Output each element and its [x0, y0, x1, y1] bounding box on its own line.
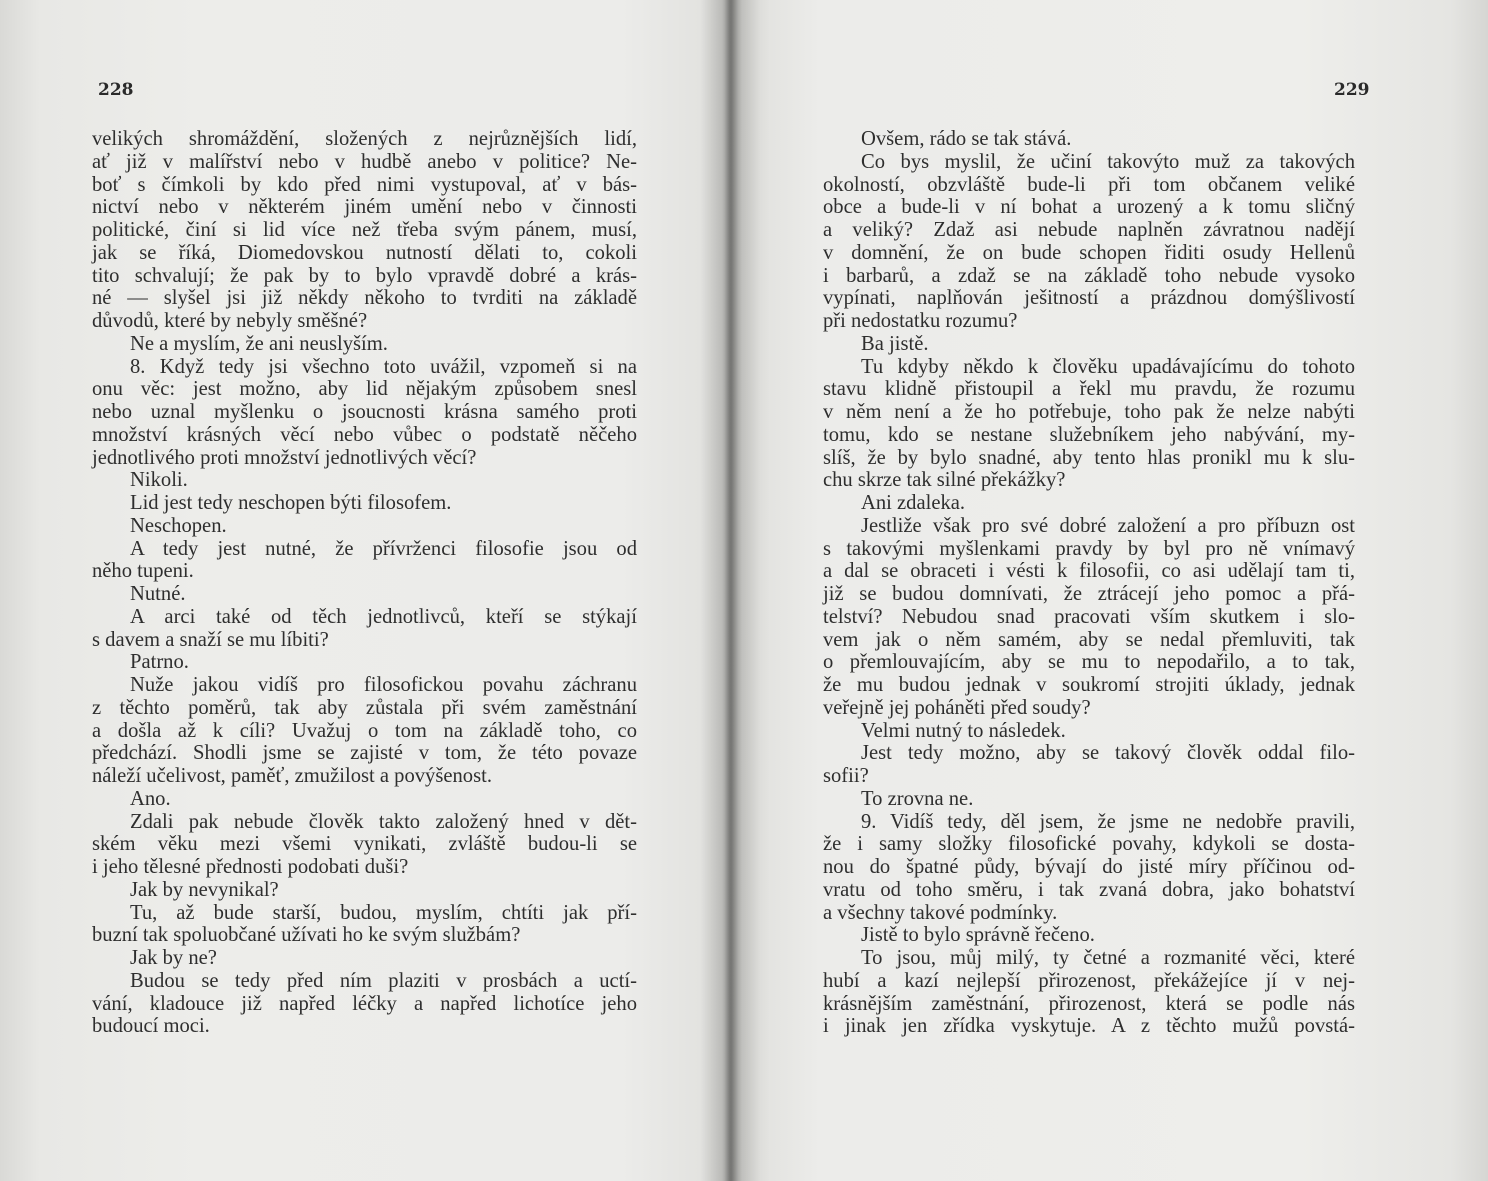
text-line: tito schvalují; že pak by to bylo vpravdě dobré a krás- — [92, 264, 637, 287]
text-line: A tedy jest nutné, že přívrženci filosofie jsou od — [130, 537, 637, 560]
text-line: Neschopen. — [130, 514, 227, 537]
text-line: vypínati, naplňován ješitností a prázdnou domýšlivostí — [823, 287, 1355, 310]
text-line: hubí a kazí nejlepší přirozenost, překážejíce jí v nej- — [823, 969, 1355, 992]
text-line: telství? Nebudou snad pracovati vším skutkem i slo- — [823, 605, 1355, 628]
text-line: Ba jistě. — [861, 332, 929, 355]
text-line: boť s čímkoli by kdo před nimi vystupoval, ať v bás- — [92, 173, 637, 196]
text-line: Jest tedy možno, aby se takový člověk oddal filo- — [861, 742, 1355, 765]
text-line: obce a bude-li v ní bohat a urozený a k tomu sličný — [823, 196, 1355, 219]
right-page — [740, 0, 1488, 1181]
text-line: Ano. — [130, 787, 171, 810]
text-line: jednotlivého proti množství jednotlivých věcí? — [92, 446, 477, 469]
left-page-number: 228 — [98, 80, 134, 100]
text-line: né — slyšel jsi již někdy někoho to tvrditi na základě — [92, 287, 637, 310]
left-page — [0, 0, 720, 1181]
text-line: Jistě to bylo správně řečeno. — [861, 924, 1095, 947]
text-line: ať již v malířství nebo v hudbě anebo v politice? Ne- — [92, 150, 637, 173]
text-line: Zdali pak nebude člověk takto založený hned v dět- — [130, 810, 637, 833]
text-line: Budou se tedy před ním plaziti v prosbách a uctí- — [130, 969, 637, 992]
text-line: Ovšem, rádo se tak stává. — [861, 128, 1072, 150]
text-line: o přemlouvajícím, aby se mu to nepodařilo, a to tak, — [823, 651, 1355, 674]
text-line: nebo uznal myšlenku o jsoucnosti krásna samého proti — [92, 401, 637, 423]
text-line: Velmi nutný to následek. — [861, 719, 1066, 742]
text-line: předchází. Shodli jsme se zajisté v tom, že této povaze — [92, 742, 637, 765]
text-line: chu skrze tak silné překážky? — [823, 469, 1066, 492]
text-line: politické, činí si lid více než třeba svým pánem, musí, — [92, 219, 637, 241]
text-line: velikých shromáždění, složených z nejrůznějších lidí, — [92, 128, 637, 150]
left-page-text — [92, 128, 637, 1038]
text-line: Nuže jakou vidíš pro filosofickou povahu záchranu — [130, 674, 637, 696]
text-line: Nikoli. — [130, 469, 188, 492]
text-line: vratu od toho směru, i tak zvaná dobra, jako bohatství — [823, 878, 1355, 901]
text-line: že i samy složky filosofické povahy, kdykoli se dosta- — [823, 833, 1355, 856]
text-line: Jak by ne? — [130, 947, 217, 969]
text-line: z těchto poměrů, tak aby zůstala při svém zaměstnání — [92, 696, 637, 719]
text-line: A arci také od těch jednotlivců, kteří se stýkají — [130, 605, 637, 628]
text-line: a veliký? Zdaž asi nebude naplněn závratnou nadějí — [823, 219, 1355, 241]
text-line: i jeho tělesné přednosti podobati duši? — [92, 856, 409, 878]
text-line: vem jak o něm samém, aby se nedal přemluviti, tak — [823, 628, 1355, 651]
text-line: nou do špatné půdy, bývají do jisté míry příčinou od- — [823, 856, 1355, 878]
text-line: Co bys myslil, že učiní takovýto muž za takových — [861, 150, 1355, 173]
text-line: i jinak jen zřídka vyskytuje. A z těchto mužů povstá- — [823, 1015, 1355, 1038]
text-line: Ani zdaleka. — [861, 492, 966, 514]
text-line: jak se říká, Diomedovskou nutností dělati to, cokoli — [92, 241, 637, 264]
text-line: Jestliže však pro své dobré založení a pro příbuzn ost — [861, 514, 1355, 537]
text-line: okolností, obzvláště bude-li při tom občanem veliké — [823, 173, 1355, 196]
text-line: a došla až k cíli? Uvažuj o tom na základě toho, co — [92, 719, 637, 742]
text-line: Jak by nevynikal? — [130, 878, 279, 901]
text-line: v něm není a že ho potřebuje, toho pak že nelze nabýti — [823, 401, 1355, 423]
text-line: To jsou, můj milý, ty četné a rozmanité věci, které — [861, 947, 1355, 969]
text-line: Ne a myslím, že ani neuslyším. — [130, 332, 388, 355]
text-line: tomu, kdo se nestane služebníkem jeho nabývání, my- — [823, 423, 1355, 446]
text-line: množství krásných věcí nebo vůbec o podstatě něčeho — [92, 423, 637, 446]
text-line: stavu klidně přistoupil a řekl mu pravdu, že rozumu — [823, 378, 1355, 401]
text-line: veřejně jej poháněti před soudy? — [823, 696, 1091, 719]
text-line: Tu kdyby někdo k člověku upadávajícímu do tohoto — [861, 355, 1355, 378]
right-page-number: 229 — [1334, 80, 1370, 100]
text-line: slíš, že by bylo snadné, aby tento hlas pronikl mu k slu- — [823, 446, 1355, 469]
text-line: ském věku mezi všemi vynikati, zvláště budou-li se — [92, 833, 637, 856]
text-line: buzní tak spoluobčané užívati ho ke svým službám? — [92, 924, 521, 947]
text-line: krásnějším zaměstnání, přirozenost, která se podle nás — [823, 992, 1355, 1015]
text-line: Tu, až bude starší, budou, myslím, chtíti jak pří- — [130, 901, 637, 924]
text-line: a dal se obraceti i vésti k filosofii, co asi udělají tam ti, — [823, 560, 1355, 583]
text-line: Lid jest tedy neschopen býti filosofem. — [130, 492, 452, 514]
text-line: již se budou domnívati, že ztrácejí jeho pomoc a přá- — [823, 583, 1355, 605]
text-line: i barbarů, a zdaž se na základě toho nebude vysoko — [823, 264, 1355, 287]
text-line: vání, kladouce již napřed léčky a napřed lichotíce jeho — [92, 992, 637, 1015]
text-line: Patrno. — [130, 651, 189, 674]
text-line: náleží učelivost, paměť, zmužilost a povýšenost. — [92, 765, 492, 787]
text-line: při nedostatku rozumu? — [823, 310, 1018, 332]
text-line: onu věc: jest možno, aby lid nějakým způsobem snesl — [92, 378, 637, 401]
text-line: 9. Vidíš tedy, děl jsem, že jsme ne nedobře pravili, — [861, 810, 1355, 833]
text-line: Nutné. — [130, 583, 186, 605]
right-page-text — [823, 128, 1355, 1038]
text-line: důvodů, které by nebyly směšné? — [92, 310, 368, 332]
text-line: v domnění, že on bude schopen řiditi osudy Hellenů — [823, 241, 1355, 264]
text-line: s davem a snaží se mu líbiti? — [92, 628, 329, 651]
text-line: s takovými myšlenkami pravdy by byl pro ně vnímavý — [823, 537, 1355, 560]
text-line: To zrovna ne. — [861, 787, 974, 810]
text-line: něho tupeni. — [92, 560, 194, 583]
text-line: budoucí moci. — [92, 1015, 210, 1038]
text-line: 8. Když tedy jsi všechno toto uvážil, vzpomeň si na — [130, 355, 637, 378]
text-line: nictví nebo v některém jiném umění nebo v činnosti — [92, 196, 637, 219]
text-line: a všechny takové podmínky. — [823, 901, 1058, 924]
text-line: sofii? — [823, 765, 869, 787]
text-line: že mu budou jednak v soukromí strojiti úklady, jednak — [823, 674, 1355, 696]
